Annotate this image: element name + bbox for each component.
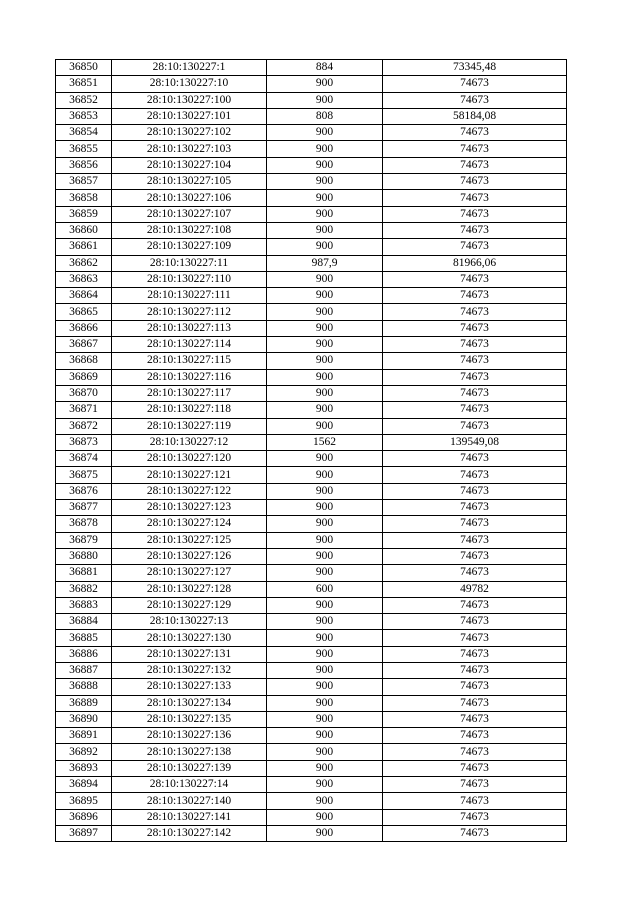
value-cell: 74673 <box>383 385 567 401</box>
area-cell: 900 <box>267 76 383 92</box>
cadastral-number-cell: 28:10:130227:1 <box>112 60 267 76</box>
cadastral-number-cell: 28:10:130227:102 <box>112 125 267 141</box>
cadastral-number-cell: 28:10:130227:140 <box>112 793 267 809</box>
table-row <box>56 711 567 727</box>
row-number-cell: 36884 <box>56 614 112 630</box>
value-cell: 74673 <box>383 418 567 434</box>
table-row <box>56 516 567 532</box>
table-row <box>56 793 567 809</box>
value-cell: 74673 <box>383 679 567 695</box>
value-cell: 74673 <box>383 174 567 190</box>
area-cell: 900 <box>267 532 383 548</box>
row-number-cell: 36865 <box>56 304 112 320</box>
table-row <box>56 825 567 841</box>
value-cell: 74673 <box>383 369 567 385</box>
table-row <box>56 614 567 630</box>
row-number-cell: 36864 <box>56 288 112 304</box>
value-cell: 74673 <box>383 76 567 92</box>
area-cell: 900 <box>267 174 383 190</box>
area-cell: 900 <box>267 288 383 304</box>
area-cell: 900 <box>267 369 383 385</box>
value-cell: 74673 <box>383 239 567 255</box>
row-number-cell: 36855 <box>56 141 112 157</box>
row-number-cell: 36885 <box>56 630 112 646</box>
value-cell: 74673 <box>383 337 567 353</box>
value-cell: 49782 <box>383 581 567 597</box>
row-number-cell: 36871 <box>56 402 112 418</box>
area-cell: 987,9 <box>267 255 383 271</box>
table-row <box>56 679 567 695</box>
area-cell: 900 <box>267 402 383 418</box>
row-number-cell: 36851 <box>56 76 112 92</box>
table-row <box>56 597 567 613</box>
cadastral-number-cell: 28:10:130227:111 <box>112 288 267 304</box>
value-cell: 74673 <box>383 402 567 418</box>
value-cell: 74673 <box>383 614 567 630</box>
value-cell: 74673 <box>383 777 567 793</box>
row-number-cell: 36866 <box>56 320 112 336</box>
value-cell: 74673 <box>383 825 567 841</box>
row-number-cell: 36857 <box>56 174 112 190</box>
area-cell: 900 <box>267 646 383 662</box>
table-row <box>56 662 567 678</box>
row-number-cell: 36880 <box>56 548 112 564</box>
row-number-cell: 36888 <box>56 679 112 695</box>
value-cell: 74673 <box>383 711 567 727</box>
row-number-cell: 36894 <box>56 777 112 793</box>
row-number-cell: 36893 <box>56 760 112 776</box>
value-cell: 74673 <box>383 662 567 678</box>
row-number-cell: 36858 <box>56 190 112 206</box>
value-cell: 74673 <box>383 190 567 206</box>
table-row <box>56 108 567 124</box>
cadastral-number-cell: 28:10:130227:120 <box>112 451 267 467</box>
row-number-cell: 36874 <box>56 451 112 467</box>
table-row <box>56 630 567 646</box>
area-cell: 884 <box>267 60 383 76</box>
table-row <box>56 92 567 108</box>
cadastral-number-cell: 28:10:130227:12 <box>112 434 267 450</box>
cadastral-number-cell: 28:10:130227:100 <box>112 92 267 108</box>
table-row <box>56 353 567 369</box>
table-row <box>56 76 567 92</box>
cadastral-number-cell: 28:10:130227:124 <box>112 516 267 532</box>
row-number-cell: 36892 <box>56 744 112 760</box>
value-cell: 73345,48 <box>383 60 567 76</box>
row-number-cell: 36854 <box>56 125 112 141</box>
table-row <box>56 483 567 499</box>
area-cell: 900 <box>267 516 383 532</box>
area-cell: 900 <box>267 483 383 499</box>
row-number-cell: 36890 <box>56 711 112 727</box>
cadastral-number-cell: 28:10:130227:105 <box>112 174 267 190</box>
value-cell: 74673 <box>383 532 567 548</box>
area-cell: 900 <box>267 777 383 793</box>
cadastral-number-cell: 28:10:130227:136 <box>112 728 267 744</box>
table-row <box>56 369 567 385</box>
cadastral-number-cell: 28:10:130227:10 <box>112 76 267 92</box>
cadastral-number-cell: 28:10:130227:104 <box>112 157 267 173</box>
row-number-cell: 36869 <box>56 369 112 385</box>
cadastral-number-cell: 28:10:130227:106 <box>112 190 267 206</box>
cadastral-number-cell: 28:10:130227:142 <box>112 825 267 841</box>
value-cell: 74673 <box>383 760 567 776</box>
area-cell: 900 <box>267 190 383 206</box>
row-number-cell: 36878 <box>56 516 112 532</box>
value-cell: 74673 <box>383 744 567 760</box>
table-row <box>56 271 567 287</box>
table-row <box>56 320 567 336</box>
cadastral-number-cell: 28:10:130227:101 <box>112 108 267 124</box>
area-cell: 900 <box>267 320 383 336</box>
cadastral-number-cell: 28:10:130227:126 <box>112 548 267 564</box>
area-cell: 900 <box>267 304 383 320</box>
value-cell: 74673 <box>383 141 567 157</box>
cadastral-number-cell: 28:10:130227:128 <box>112 581 267 597</box>
table-row <box>56 206 567 222</box>
area-cell: 900 <box>267 679 383 695</box>
table-row <box>56 532 567 548</box>
area-cell: 900 <box>267 451 383 467</box>
table-row <box>56 337 567 353</box>
area-cell: 900 <box>267 141 383 157</box>
value-cell: 74673 <box>383 320 567 336</box>
table-row <box>56 760 567 776</box>
cadastral-number-cell: 28:10:130227:103 <box>112 141 267 157</box>
table-row <box>56 190 567 206</box>
value-cell: 74673 <box>383 565 567 581</box>
cadastral-number-cell: 28:10:130227:14 <box>112 777 267 793</box>
row-number-cell: 36870 <box>56 385 112 401</box>
cadastral-number-cell: 28:10:130227:118 <box>112 402 267 418</box>
area-cell: 900 <box>267 630 383 646</box>
value-cell: 58184,08 <box>383 108 567 124</box>
value-cell: 74673 <box>383 288 567 304</box>
value-cell: 74673 <box>383 157 567 173</box>
value-cell: 74673 <box>383 548 567 564</box>
row-number-cell: 36859 <box>56 206 112 222</box>
cadastral-number-cell: 28:10:130227:107 <box>112 206 267 222</box>
area-cell: 900 <box>267 565 383 581</box>
cadastral-number-cell: 28:10:130227:110 <box>112 271 267 287</box>
table-row <box>56 744 567 760</box>
cadastral-number-cell: 28:10:130227:131 <box>112 646 267 662</box>
row-number-cell: 36886 <box>56 646 112 662</box>
area-cell: 900 <box>267 222 383 238</box>
cadastral-number-cell: 28:10:130227:115 <box>112 353 267 369</box>
value-cell: 74673 <box>383 206 567 222</box>
row-number-cell: 36872 <box>56 418 112 434</box>
value-cell: 74673 <box>383 809 567 825</box>
table-row <box>56 434 567 450</box>
value-cell: 74673 <box>383 646 567 662</box>
table-row <box>56 728 567 744</box>
table-row <box>56 418 567 434</box>
value-cell: 74673 <box>383 451 567 467</box>
cadastral-number-cell: 28:10:130227:129 <box>112 597 267 613</box>
table-row <box>56 777 567 793</box>
table-row <box>56 467 567 483</box>
cadastral-number-cell: 28:10:130227:139 <box>112 760 267 776</box>
area-cell: 900 <box>267 353 383 369</box>
area-cell: 900 <box>267 157 383 173</box>
area-cell: 900 <box>267 271 383 287</box>
cadastral-number-cell: 28:10:130227:122 <box>112 483 267 499</box>
area-cell: 900 <box>267 418 383 434</box>
cadastral-number-cell: 28:10:130227:141 <box>112 809 267 825</box>
row-number-cell: 36873 <box>56 434 112 450</box>
value-cell: 74673 <box>383 125 567 141</box>
area-cell: 808 <box>267 108 383 124</box>
row-number-cell: 36853 <box>56 108 112 124</box>
area-cell: 900 <box>267 500 383 516</box>
area-cell: 900 <box>267 337 383 353</box>
cadastral-number-cell: 28:10:130227:134 <box>112 695 267 711</box>
table-row <box>56 500 567 516</box>
row-number-cell: 36882 <box>56 581 112 597</box>
value-cell: 74673 <box>383 467 567 483</box>
table-row <box>56 288 567 304</box>
value-cell: 74673 <box>383 483 567 499</box>
value-cell: 74673 <box>383 597 567 613</box>
row-number-cell: 36875 <box>56 467 112 483</box>
value-cell: 74673 <box>383 222 567 238</box>
row-number-cell: 36891 <box>56 728 112 744</box>
area-cell: 900 <box>267 125 383 141</box>
row-number-cell: 36863 <box>56 271 112 287</box>
table-row <box>56 157 567 173</box>
table-row <box>56 60 567 76</box>
cadastral-number-cell: 28:10:130227:132 <box>112 662 267 678</box>
area-cell: 900 <box>267 467 383 483</box>
table-row <box>56 451 567 467</box>
row-number-cell: 36850 <box>56 60 112 76</box>
cadastral-number-cell: 28:10:130227:108 <box>112 222 267 238</box>
row-number-cell: 36895 <box>56 793 112 809</box>
cadastral-number-cell: 28:10:130227:114 <box>112 337 267 353</box>
table-row <box>56 581 567 597</box>
row-number-cell: 36862 <box>56 255 112 271</box>
table-row <box>56 565 567 581</box>
area-cell: 1562 <box>267 434 383 450</box>
value-cell: 74673 <box>383 271 567 287</box>
area-cell: 900 <box>267 239 383 255</box>
row-number-cell: 36856 <box>56 157 112 173</box>
cadastral-number-cell: 28:10:130227:127 <box>112 565 267 581</box>
row-number-cell: 36867 <box>56 337 112 353</box>
area-cell: 900 <box>267 825 383 841</box>
row-number-cell: 36887 <box>56 662 112 678</box>
row-number-cell: 36897 <box>56 825 112 841</box>
cadastral-table <box>55 59 567 842</box>
area-cell: 900 <box>267 728 383 744</box>
row-number-cell: 36877 <box>56 500 112 516</box>
area-cell: 900 <box>267 662 383 678</box>
cadastral-number-cell: 28:10:130227:138 <box>112 744 267 760</box>
table-row <box>56 385 567 401</box>
cadastral-number-cell: 28:10:130227:123 <box>112 500 267 516</box>
table-row <box>56 174 567 190</box>
row-number-cell: 36883 <box>56 597 112 613</box>
row-number-cell: 36881 <box>56 565 112 581</box>
area-cell: 900 <box>267 744 383 760</box>
area-cell: 900 <box>267 206 383 222</box>
value-cell: 81966,06 <box>383 255 567 271</box>
area-cell: 900 <box>267 809 383 825</box>
cadastral-number-cell: 28:10:130227:11 <box>112 255 267 271</box>
table-body <box>56 60 567 842</box>
value-cell: 74673 <box>383 793 567 809</box>
cadastral-number-cell: 28:10:130227:121 <box>112 467 267 483</box>
table-row <box>56 402 567 418</box>
cadastral-number-cell: 28:10:130227:13 <box>112 614 267 630</box>
row-number-cell: 36860 <box>56 222 112 238</box>
row-number-cell: 36868 <box>56 353 112 369</box>
area-cell: 900 <box>267 385 383 401</box>
value-cell: 74673 <box>383 500 567 516</box>
value-cell: 74673 <box>383 92 567 108</box>
table-row <box>56 809 567 825</box>
area-cell: 900 <box>267 548 383 564</box>
table-row <box>56 646 567 662</box>
row-number-cell: 36889 <box>56 695 112 711</box>
value-cell: 74673 <box>383 304 567 320</box>
cadastral-number-cell: 28:10:130227:133 <box>112 679 267 695</box>
area-cell: 900 <box>267 695 383 711</box>
cadastral-number-cell: 28:10:130227:130 <box>112 630 267 646</box>
row-number-cell: 36896 <box>56 809 112 825</box>
table-row <box>56 125 567 141</box>
cadastral-number-cell: 28:10:130227:117 <box>112 385 267 401</box>
table-row <box>56 222 567 238</box>
value-cell: 74673 <box>383 695 567 711</box>
cadastral-number-cell: 28:10:130227:113 <box>112 320 267 336</box>
table-row <box>56 304 567 320</box>
cadastral-number-cell: 28:10:130227:112 <box>112 304 267 320</box>
row-number-cell: 36876 <box>56 483 112 499</box>
area-cell: 900 <box>267 760 383 776</box>
row-number-cell: 36879 <box>56 532 112 548</box>
value-cell: 74673 <box>383 630 567 646</box>
table-row <box>56 239 567 255</box>
row-number-cell: 36861 <box>56 239 112 255</box>
area-cell: 900 <box>267 92 383 108</box>
table-row <box>56 548 567 564</box>
cadastral-number-cell: 28:10:130227:109 <box>112 239 267 255</box>
row-number-cell: 36852 <box>56 92 112 108</box>
value-cell: 74673 <box>383 728 567 744</box>
cadastral-number-cell: 28:10:130227:125 <box>112 532 267 548</box>
area-cell: 900 <box>267 597 383 613</box>
cadastral-number-cell: 28:10:130227:135 <box>112 711 267 727</box>
value-cell: 74673 <box>383 353 567 369</box>
value-cell: 139549,08 <box>383 434 567 450</box>
table-row <box>56 255 567 271</box>
area-cell: 900 <box>267 614 383 630</box>
area-cell: 900 <box>267 793 383 809</box>
cadastral-number-cell: 28:10:130227:119 <box>112 418 267 434</box>
table-row <box>56 695 567 711</box>
value-cell: 74673 <box>383 516 567 532</box>
area-cell: 600 <box>267 581 383 597</box>
cadastral-number-cell: 28:10:130227:116 <box>112 369 267 385</box>
table-row <box>56 141 567 157</box>
area-cell: 900 <box>267 711 383 727</box>
